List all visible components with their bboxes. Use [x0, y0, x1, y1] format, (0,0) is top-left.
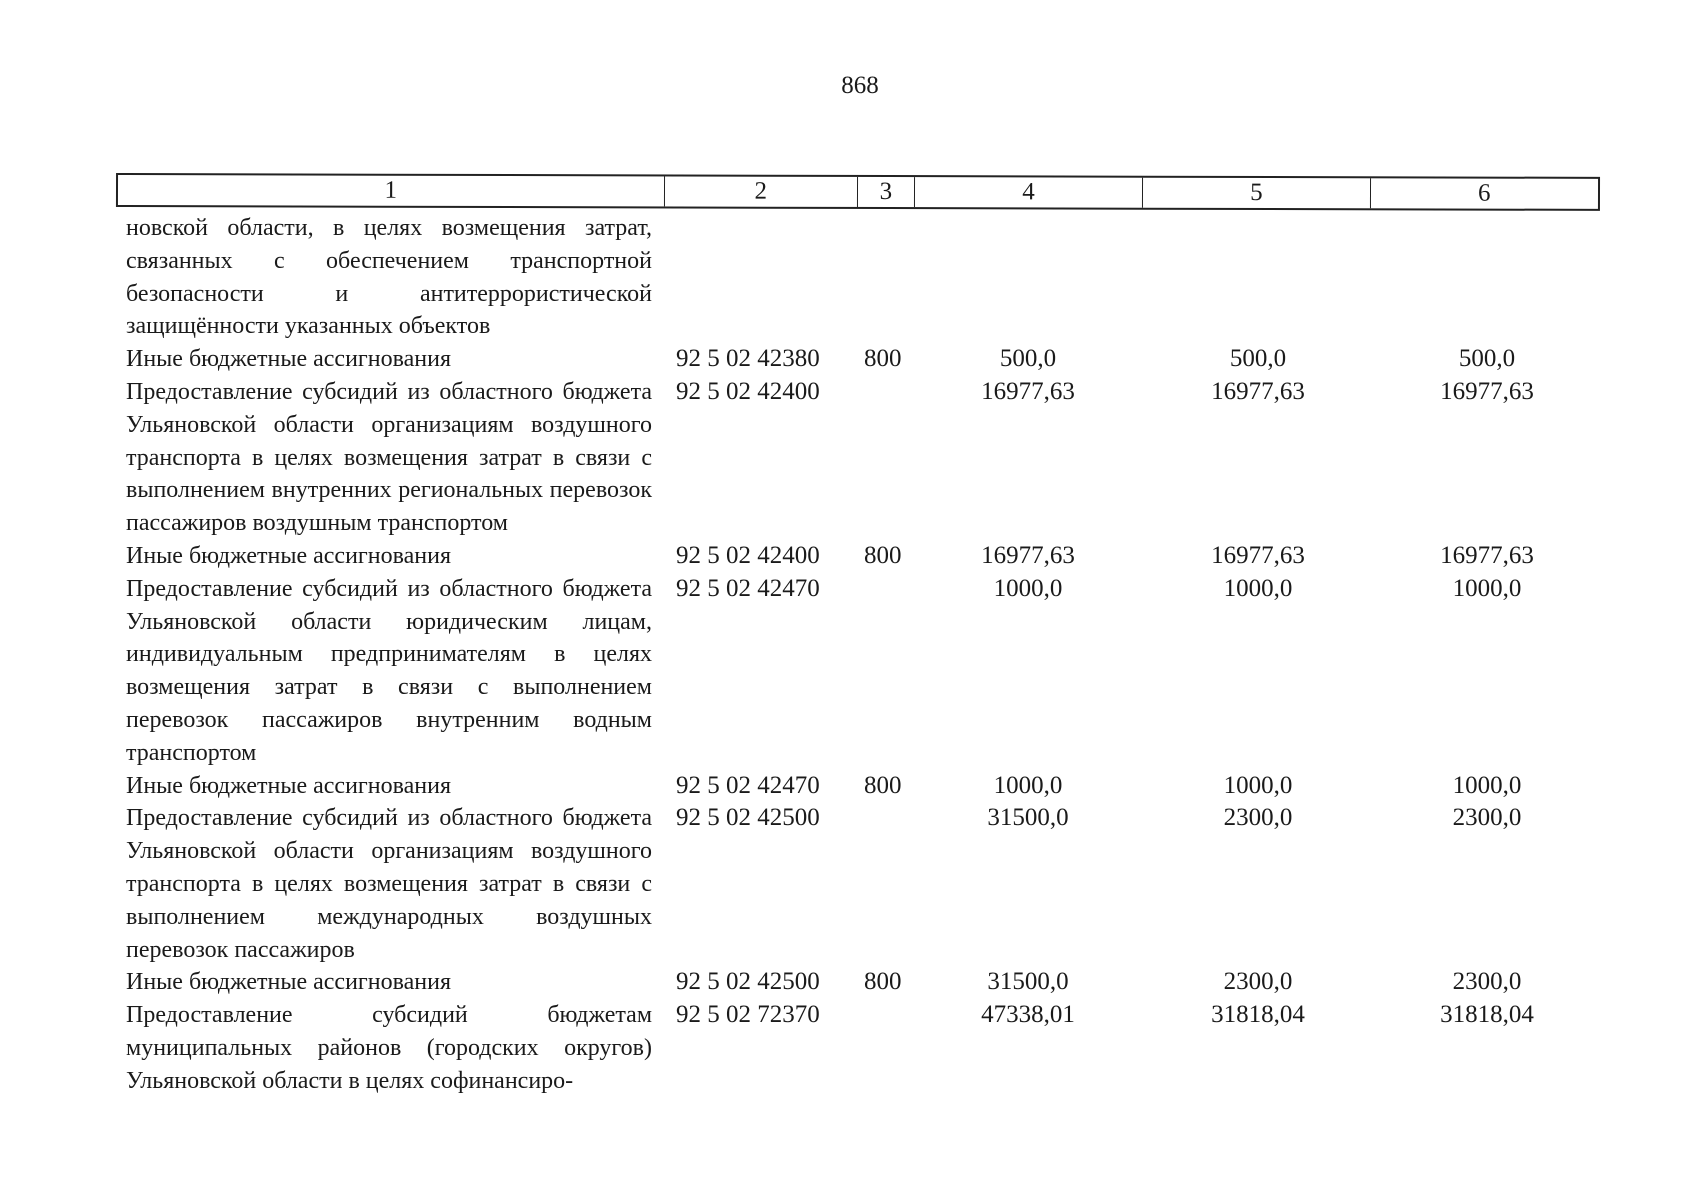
row-year2: 1000,0 — [1223, 771, 1293, 799]
row-vr: 800 — [864, 345, 902, 373]
header-col-2: 2 — [664, 176, 858, 207]
row-vr: 800 — [864, 968, 902, 996]
row-year1: 1000,0 — [993, 771, 1063, 799]
row-vr: 800 — [864, 771, 902, 799]
row-description: Предоставление субсидий из областного бюджета Ульяновской области организациям воздушного транспорта в целях возмещения затрат в связи с выполнением международных воздушных перевозок пассажиров — [126, 805, 652, 963]
row-vr: 800 — [864, 541, 902, 569]
header-col-4: 4 — [915, 177, 1143, 208]
table-row — [0, 212, 1696, 343]
table-row — [0, 802, 1696, 966]
row-description: Иные бюджетные ассигнования — [126, 542, 451, 569]
row-year2: 1000,0 — [1223, 574, 1293, 602]
row-code: 92 5 02 42400 — [676, 541, 820, 569]
row-description: Предоставление субсидий бюджетам муниципальных районов (городских округов) Ульяновской области в целях софинансиро- — [126, 1002, 652, 1094]
row-code: 92 5 02 72370 — [676, 1001, 820, 1029]
row-description: Предоставление субсидий из областного бюджета Ульяновской области юридическим лицам, индивидуальным предпринимателям в целях возмещения затрат в связи с выполнением перевозок пассажиров внутренним водным транспортом — [126, 575, 652, 766]
row-description: новской области, в целях возмещения затрат, связанных с обеспечением транспортной безопасности и антитеррористической защищённости указанных объектов — [126, 215, 652, 340]
row-description: Иные бюджетные ассигнования — [126, 346, 451, 373]
row-year3: 16977,63 — [1440, 541, 1534, 569]
row-year1: 16977,63 — [981, 377, 1075, 405]
row-code: 92 5 02 42470 — [676, 771, 820, 799]
row-year2: 2300,0 — [1223, 968, 1293, 996]
table-body — [0, 212, 1696, 1098]
row-code: 92 5 02 42400 — [676, 377, 820, 405]
row-code: 92 5 02 42380 — [676, 345, 820, 373]
table-row — [0, 376, 1696, 540]
row-year1: 47338,01 — [981, 1001, 1075, 1029]
row-year2: 16977,63 — [1211, 541, 1305, 569]
row-year3: 1000,0 — [1452, 771, 1522, 799]
row-year3: 16977,63 — [1440, 377, 1534, 405]
row-code: 92 5 02 42470 — [676, 574, 820, 602]
page-number: 868 — [841, 72, 879, 99]
row-year3: 1000,0 — [1452, 574, 1522, 602]
table-row — [0, 999, 1696, 1097]
header-col-5: 5 — [1143, 178, 1370, 209]
row-year1: 31500,0 — [987, 968, 1069, 996]
row-description: Предоставление субсидий из областного бюджета Ульяновской области организациям воздушного транспорта в целях возмещения затрат в связи с выполнением внутренних региональных перевозок пассажиров воздушным транспортом — [126, 378, 652, 537]
row-code: 92 5 02 42500 — [676, 968, 820, 996]
table-row — [0, 770, 1696, 803]
table-row — [0, 573, 1696, 770]
row-year2: 16977,63 — [1211, 377, 1305, 405]
row-year3: 2300,0 — [1452, 968, 1522, 996]
row-year1: 500,0 — [999, 345, 1057, 373]
row-year1: 31500,0 — [987, 804, 1069, 832]
row-code: 92 5 02 42500 — [676, 804, 820, 832]
table-row — [0, 540, 1696, 573]
table-header — [116, 173, 1600, 211]
row-year2: 500,0 — [1229, 345, 1287, 373]
table-row — [0, 966, 1696, 999]
row-year3: 500,0 — [1458, 345, 1516, 373]
table-row — [0, 343, 1696, 376]
row-year2: 31818,04 — [1211, 1001, 1305, 1029]
row-year1: 16977,63 — [981, 541, 1075, 569]
header-col-6: 6 — [1478, 179, 1491, 207]
row-description: Иные бюджетные ассигнования — [126, 969, 451, 996]
header-col-3: 3 — [858, 177, 915, 207]
row-year2: 2300,0 — [1223, 804, 1293, 832]
header-col-1: 1 — [118, 175, 665, 206]
row-year1: 1000,0 — [993, 574, 1063, 602]
row-year3: 31818,04 — [1440, 1001, 1534, 1029]
row-description: Иные бюджетные ассигнования — [126, 772, 451, 799]
row-year3: 2300,0 — [1452, 804, 1522, 832]
